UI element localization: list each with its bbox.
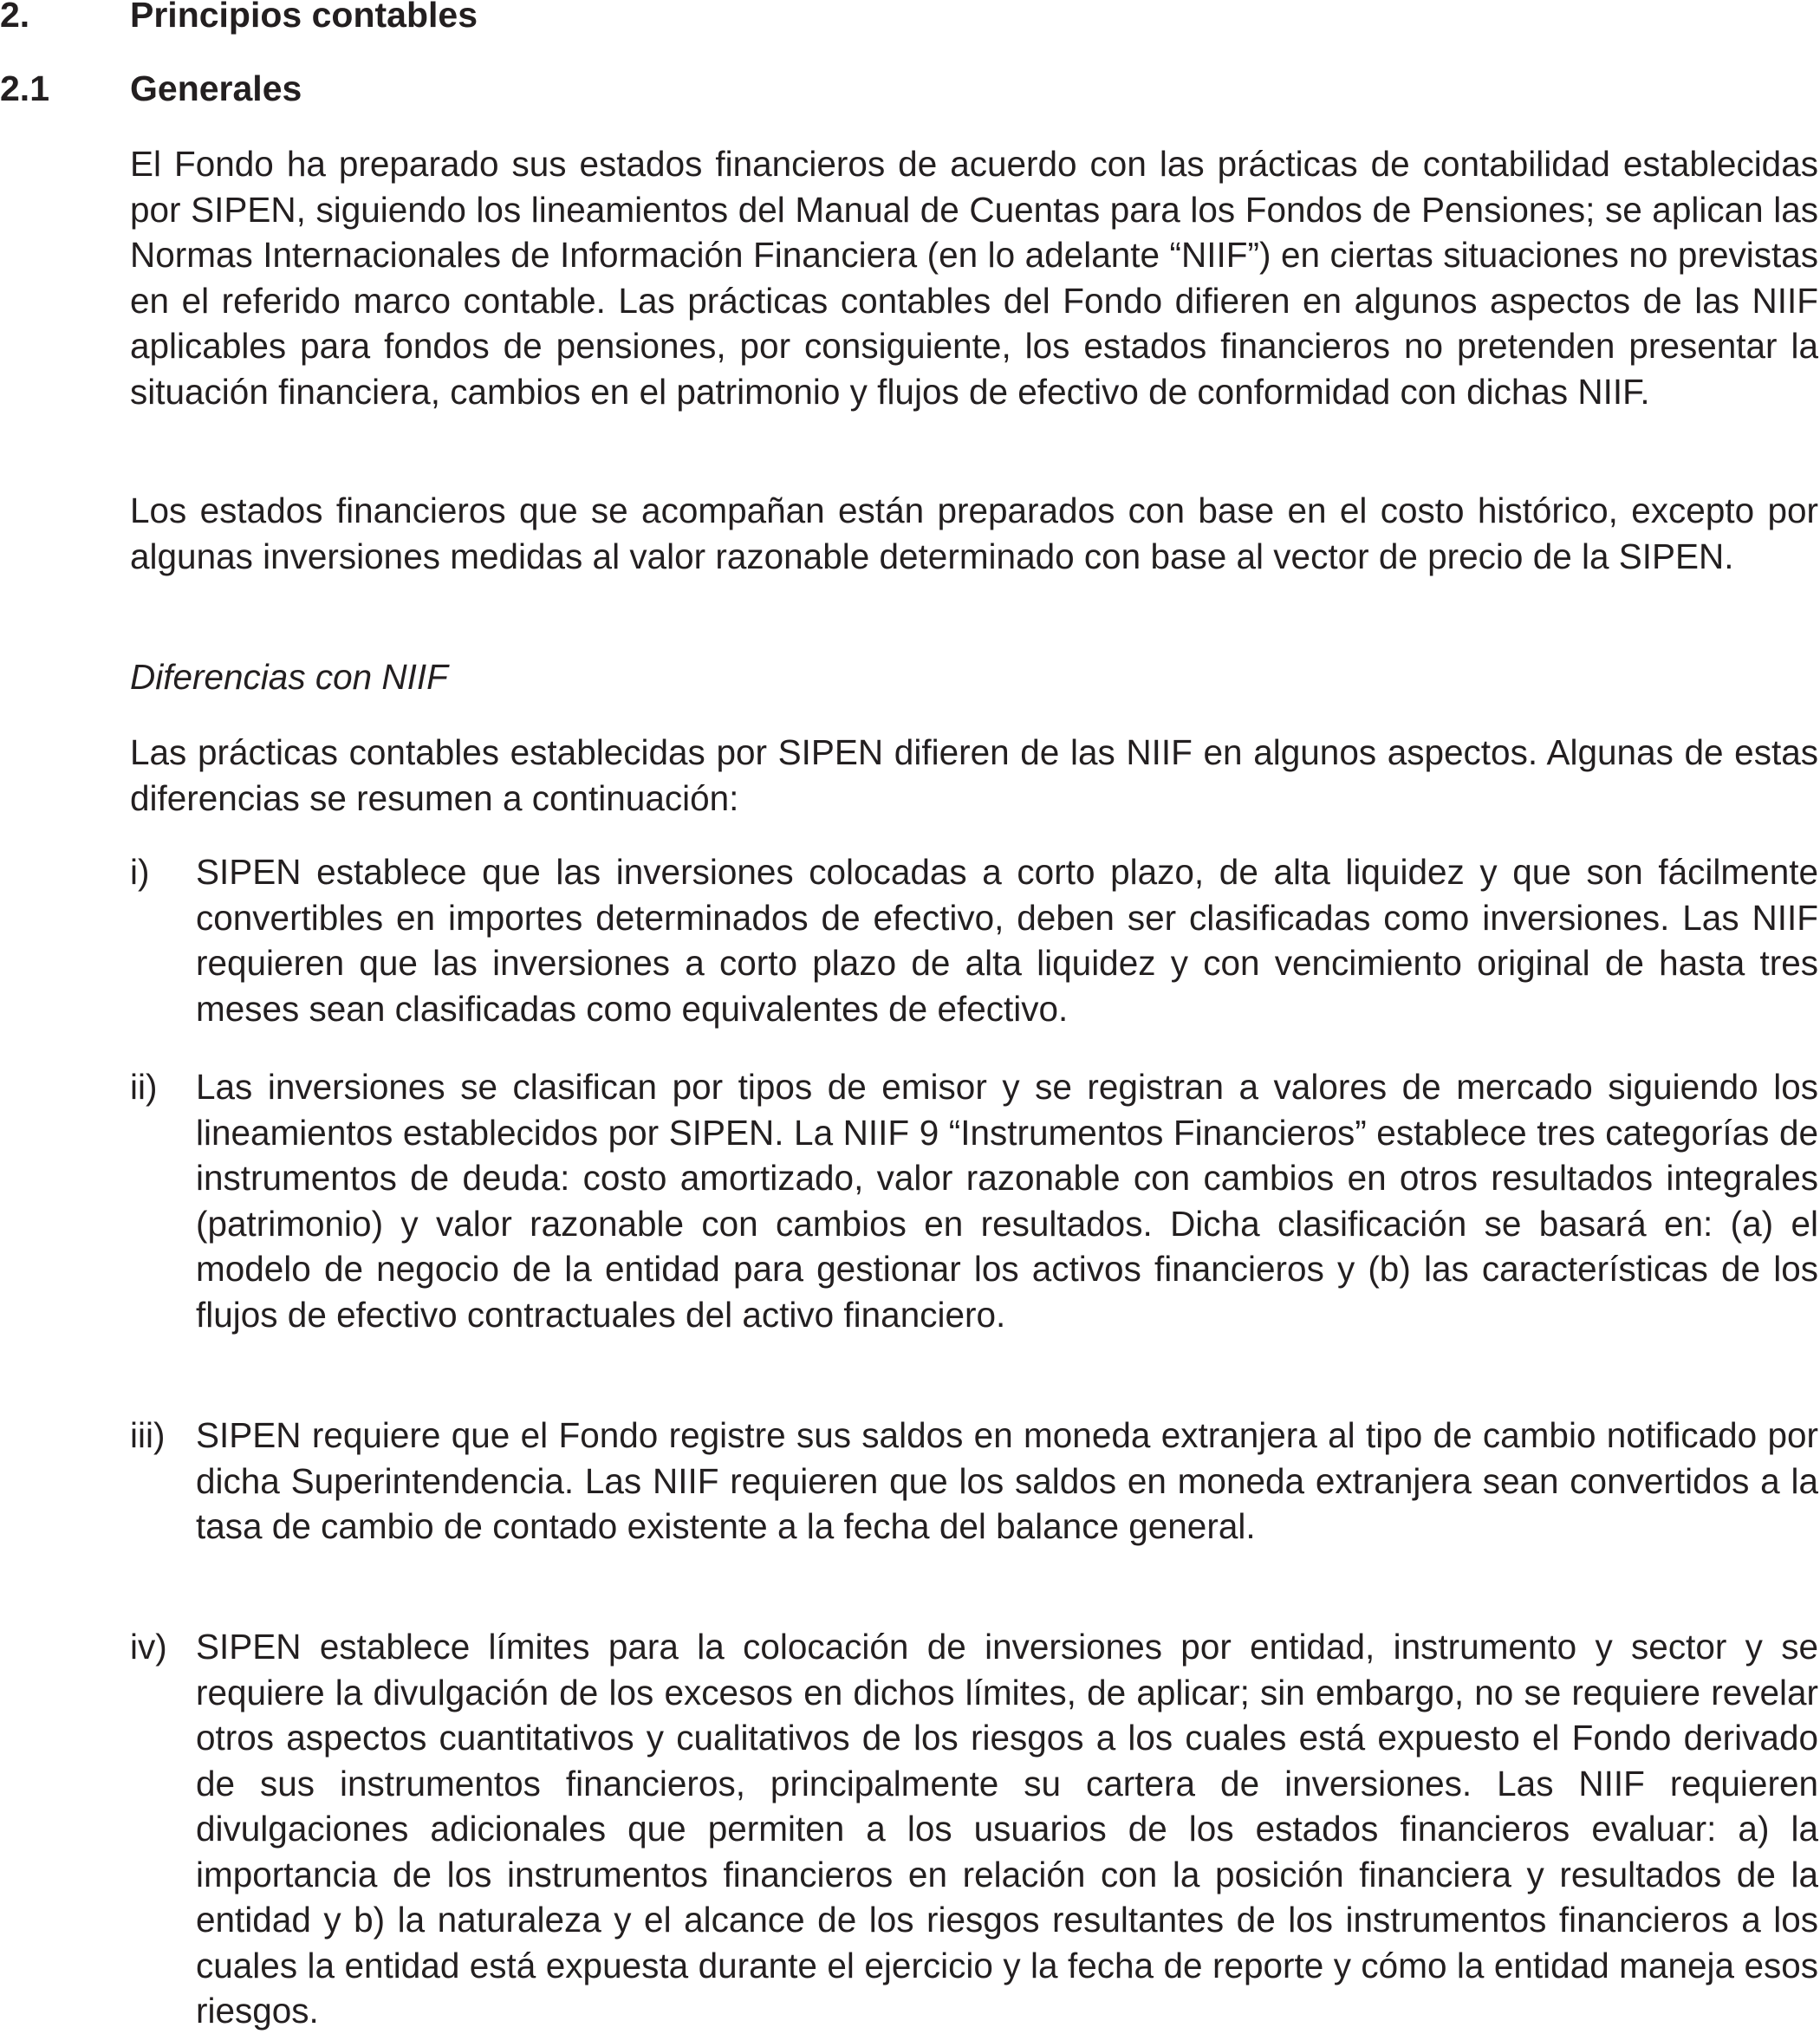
section-title: Principios contables: [130, 0, 478, 35]
section-number: 2.: [0, 0, 30, 35]
list-item-marker: ii): [130, 1067, 158, 1107]
list-item-text: SIPEN establece límites para la colocación de inversiones por entidad, instrumento y sector y se requiere la divulgación de los excesos en dichos límites, de aplicar; sin embargo, no se requiere revelar otros aspectos cuantitativos y cualitativos de los riesgos a los cuales está expuesto el Fondo derivado de sus instrumentos financieros, principalmente su cartera de inversiones. Las NIIF requieren divulgaciones adicionales que permiten a los usuarios de los estados financieros evaluar: a) la importancia de los instrumentos financieros en relación con la posición financiera y resultados de la entidad y b) la naturaleza y el alcance de los riesgos resultantes de los instrumentos financieros a los cuales la entidad está expuesta durante el ejercicio y la fecha de reporte y cómo la entidad maneja esos riesgos.: [196, 1627, 1818, 2031]
subsection-title: Generales: [130, 68, 302, 108]
list-item-marker: iii): [130, 1415, 166, 1455]
differences-intro: Las prácticas contables establecidas por SIPEN difieren de las NIIF en algunos aspectos. Algunas de estas diferencias se resumen a continuación:: [130, 732, 1818, 818]
paragraph-historical-cost: Los estados financieros que se acompañan están preparados con base en el costo histórico, excepto por algunas inversiones medidas al valor razonable determinado con base al vector de precio de la SIPEN.: [130, 491, 1818, 576]
paragraph-accounting-basis: El Fondo ha preparado sus estados financieros de acuerdo con las prácticas de contabilidad establecidas por SIPEN, siguiendo los lineamientos del Manual de Cuentas para los Fondos de Pensiones; se aplican las Normas Internacionales de Información Financiera (en lo adelante “NIIF”) en ciertas situaciones no previstas en el referido marco contable. Las prácticas contables del Fondo difieren en algunos aspectos de las NIIF aplicables para fondos de pensiones, por consiguiente, los estados financieros no pretenden presentar la situación financiera, cambios en el patrimonio y flujos de efectivo de conformidad con dichas NIIF.: [130, 144, 1818, 412]
list-item-text: SIPEN establece que las inversiones colocadas a corto plazo, de alta liquidez y que son fácilmente convertibles en importes determinados de efectivo, deben ser clasificadas como inversiones. Las NIIF requieren que las inversiones a corto plazo de alta liquidez y con vencimiento original de hasta tres meses sean clasificadas como equivalentes de efectivo.: [196, 852, 1818, 1029]
list-item-text: SIPEN requiere que el Fondo registre sus saldos en moneda extranjera al tipo de cambio notificado por dicha Superintendencia. Las NIIF requieren que los saldos en moneda extranjera sean convertidos a la tasa de cambio de contado existente a la fecha del balance general.: [196, 1415, 1818, 1546]
list-item-text: Las inversiones se clasifican por tipos de emisor y se registran a valores de mercado siguiendo los lineamientos establecidos por SIPEN. La NIIF 9 “Instrumentos Financieros” establece tres categorías de instrumentos de deuda: costo amortizado, valor razonable con cambios en otros resultados integrales (patrimonio) y valor razonable con cambios en resultados. Dicha clasificación se basará en: (a) el modelo de negocio de la entidad para gestionar los activos financieros y (b) las características de los flujos de efectivo contractuales del activo financiero.: [196, 1067, 1818, 1335]
subsection-number: 2.1: [0, 68, 49, 108]
differences-title: Diferencias con NIIF: [130, 657, 448, 697]
list-item-marker: iv): [130, 1627, 167, 1667]
list-item-marker: i): [130, 852, 150, 892]
